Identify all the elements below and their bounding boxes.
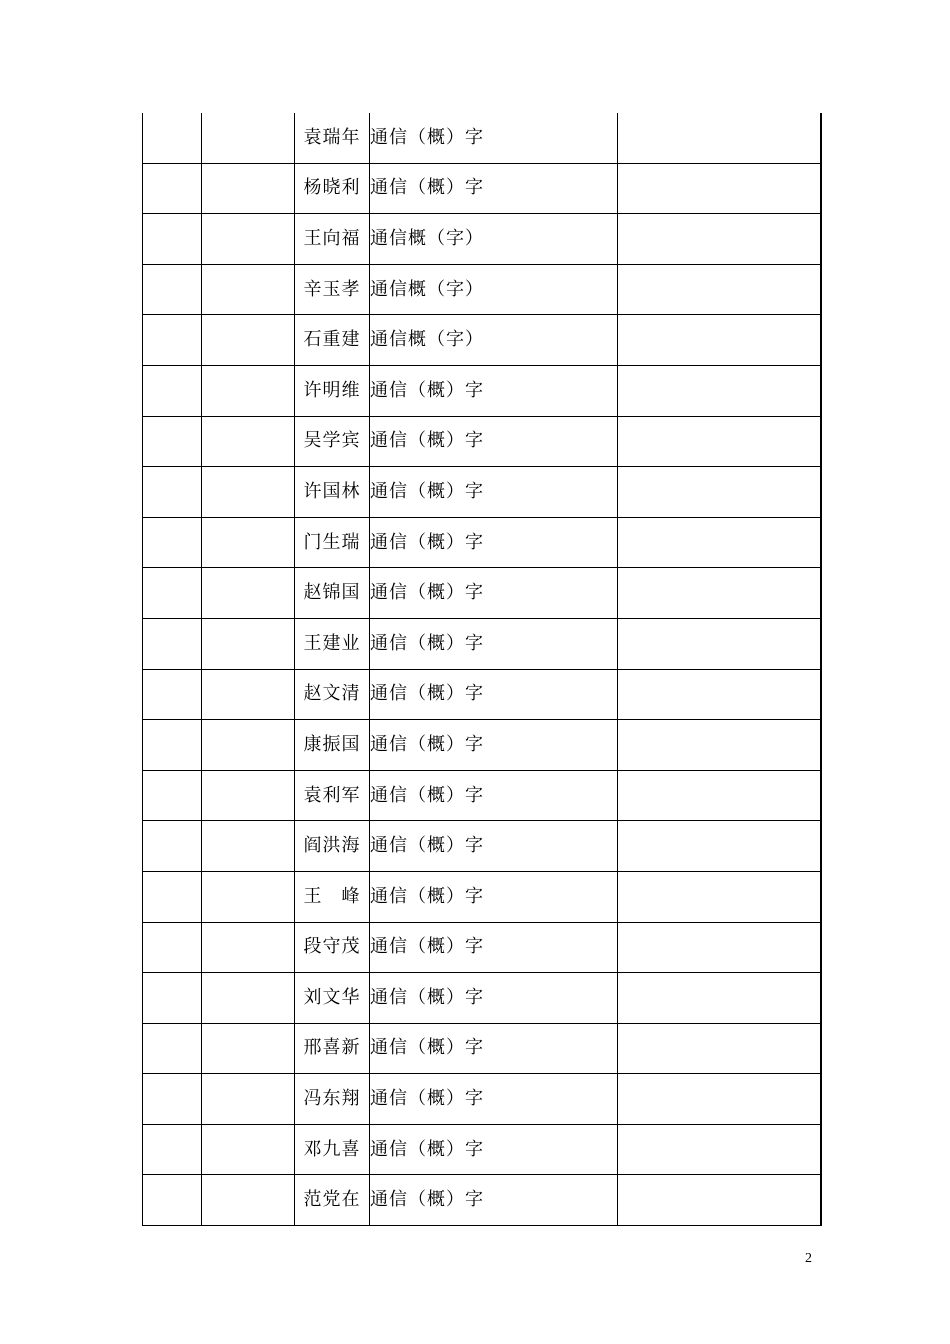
cell-remarks [618, 163, 821, 214]
cell-name: 阎洪海 [295, 821, 370, 872]
cell-index [143, 264, 202, 315]
table-row [143, 113, 821, 163]
cell-index [143, 618, 202, 669]
cell-course: 通信（概）字 [370, 1023, 618, 1074]
cell-blank [202, 214, 295, 265]
cell-blank [202, 821, 295, 872]
table-row [143, 315, 821, 366]
table-row [143, 1023, 821, 1074]
cell-remarks [618, 720, 821, 771]
cell-name: 康振国 [295, 720, 370, 771]
cell-blank [202, 315, 295, 366]
cell-blank [202, 922, 295, 973]
table-row [143, 214, 821, 265]
cell-remarks [618, 973, 821, 1024]
cell-blank [202, 770, 295, 821]
cell-remarks [618, 1074, 821, 1125]
cell-name: 袁瑞年 [295, 113, 370, 163]
cell-name: 王建业 [295, 618, 370, 669]
cell-name: 邢喜新 [295, 1023, 370, 1074]
cell-course: 通信（概）字 [370, 973, 618, 1024]
table-row [143, 871, 821, 922]
page-number: 2 [805, 1251, 812, 1266]
cell-course: 通信（概）字 [370, 720, 618, 771]
cell-remarks [618, 922, 821, 973]
cell-blank [202, 669, 295, 720]
cell-course: 通信概（字） [370, 264, 618, 315]
cell-course: 通信（概）字 [370, 467, 618, 518]
roster-table [142, 113, 822, 1226]
cell-course: 通信（概）字 [370, 365, 618, 416]
cell-course: 通信（概）字 [370, 568, 618, 619]
table-row [143, 467, 821, 518]
cell-remarks [618, 821, 821, 872]
table-row [143, 669, 821, 720]
cell-course: 通信（概）字 [370, 517, 618, 568]
cell-name: 袁利军 [295, 770, 370, 821]
cell-remarks [618, 113, 821, 163]
cell-blank [202, 720, 295, 771]
cell-course: 通信（概）字 [370, 416, 618, 467]
cell-remarks [618, 315, 821, 366]
cell-course: 通信（概）字 [370, 871, 618, 922]
cell-index [143, 821, 202, 872]
cell-name: 冯东翔 [295, 1074, 370, 1125]
cell-remarks [618, 467, 821, 518]
cell-remarks [618, 1124, 821, 1175]
cell-name: 王 峰 [295, 871, 370, 922]
cell-name: 刘文华 [295, 973, 370, 1024]
cell-index [143, 163, 202, 214]
cell-blank [202, 871, 295, 922]
cell-remarks [618, 1023, 821, 1074]
cell-course: 通信概（字） [370, 214, 618, 265]
table-row [143, 973, 821, 1024]
cell-index [143, 1175, 202, 1226]
cell-blank [202, 113, 295, 163]
table-row [143, 264, 821, 315]
cell-name: 赵锦国 [295, 568, 370, 619]
cell-name: 邓九喜 [295, 1124, 370, 1175]
cell-index [143, 922, 202, 973]
cell-remarks [618, 264, 821, 315]
cell-index [143, 467, 202, 518]
cell-remarks [618, 770, 821, 821]
cell-index [143, 568, 202, 619]
table-row [143, 770, 821, 821]
cell-course: 通信（概）字 [370, 669, 618, 720]
cell-name: 石重建 [295, 315, 370, 366]
cell-blank [202, 163, 295, 214]
cell-course: 通信（概）字 [370, 113, 618, 163]
table-row [143, 1074, 821, 1125]
cell-index [143, 315, 202, 366]
table-row [143, 922, 821, 973]
cell-index [143, 416, 202, 467]
cell-remarks [618, 517, 821, 568]
cell-index [143, 720, 202, 771]
cell-index [143, 871, 202, 922]
cell-remarks [618, 214, 821, 265]
cell-name: 段守茂 [295, 922, 370, 973]
cell-blank [202, 1023, 295, 1074]
cell-course: 通信（概）字 [370, 1074, 618, 1125]
cell-course: 通信（概）字 [370, 821, 618, 872]
table-row [143, 821, 821, 872]
cell-blank [202, 618, 295, 669]
cell-index [143, 214, 202, 265]
cell-index [143, 113, 202, 163]
cell-name: 王向福 [295, 214, 370, 265]
cell-name: 许国林 [295, 467, 370, 518]
cell-course: 通信（概）字 [370, 618, 618, 669]
cell-course: 通信概（字） [370, 315, 618, 366]
cell-blank [202, 973, 295, 1024]
table-row [143, 720, 821, 771]
cell-name: 许明维 [295, 365, 370, 416]
cell-index [143, 517, 202, 568]
cell-remarks [618, 365, 821, 416]
cell-name: 杨晓利 [295, 163, 370, 214]
cell-index [143, 1023, 202, 1074]
cell-blank [202, 365, 295, 416]
cell-index [143, 1124, 202, 1175]
cell-course: 通信（概）字 [370, 1175, 618, 1226]
table-row [143, 618, 821, 669]
cell-name: 门生瑞 [295, 517, 370, 568]
table-row [143, 1124, 821, 1175]
cell-blank [202, 264, 295, 315]
cell-blank [202, 568, 295, 619]
table-row [143, 568, 821, 619]
cell-course: 通信（概）字 [370, 770, 618, 821]
cell-blank [202, 1124, 295, 1175]
cell-course: 通信（概）字 [370, 1124, 618, 1175]
cell-remarks [618, 568, 821, 619]
table-row [143, 517, 821, 568]
table-row [143, 1175, 821, 1226]
cell-name: 吴学宾 [295, 416, 370, 467]
table-row [143, 416, 821, 467]
cell-index [143, 1074, 202, 1125]
cell-index [143, 770, 202, 821]
cell-course: 通信（概）字 [370, 163, 618, 214]
cell-index [143, 365, 202, 416]
cell-name: 赵文清 [295, 669, 370, 720]
cell-remarks [618, 669, 821, 720]
cell-blank [202, 1175, 295, 1226]
cell-remarks [618, 416, 821, 467]
cell-remarks [618, 871, 821, 922]
cell-blank [202, 467, 295, 518]
cell-blank [202, 416, 295, 467]
cell-name: 范党在 [295, 1175, 370, 1226]
cell-name: 辛玉孝 [295, 264, 370, 315]
roster-table-body [143, 113, 821, 1226]
cell-remarks [618, 1175, 821, 1226]
table-row [143, 365, 821, 416]
cell-course: 通信（概）字 [370, 922, 618, 973]
cell-remarks [618, 618, 821, 669]
cell-index [143, 973, 202, 1024]
cell-blank [202, 517, 295, 568]
cell-blank [202, 1074, 295, 1125]
table-row [143, 163, 821, 214]
cell-index [143, 669, 202, 720]
